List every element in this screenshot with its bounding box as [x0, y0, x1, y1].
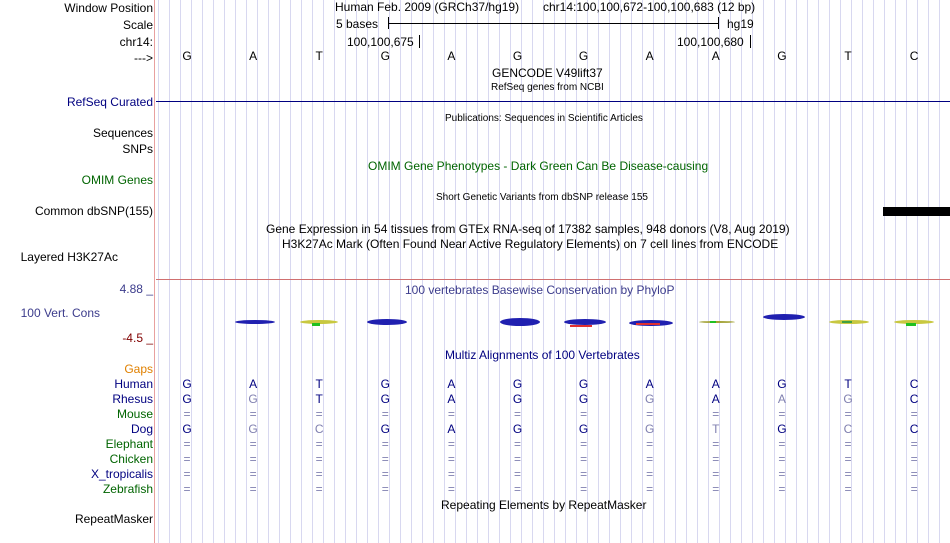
alignment-base: =: [844, 452, 852, 466]
alignment-base: =: [513, 467, 521, 481]
logo-glyph-11: [829, 320, 869, 324]
repeatmasker-desc: Repeating Elements by RepeatMasker: [441, 498, 647, 512]
assembly-title: Human Feb. 2009 (GRCh37/hg19): [335, 0, 520, 14]
refseq-curated-label[interactable]: RefSeq Curated: [66, 95, 153, 109]
reference-base: A: [249, 49, 258, 63]
alignment-base: =: [778, 437, 786, 451]
alignment-base: =: [646, 452, 654, 466]
alignment-base: =: [778, 467, 786, 481]
repeatmasker-label[interactable]: RepeatMasker: [74, 512, 153, 526]
reference-base: T: [844, 49, 852, 63]
alignment-base: =: [580, 407, 588, 421]
sequences-label[interactable]: Sequences: [92, 126, 153, 140]
scale-bar: [388, 23, 718, 24]
alignment-base: =: [646, 407, 654, 421]
species-label-chicken[interactable]: Chicken: [109, 452, 153, 466]
reference-base: G: [380, 49, 390, 63]
logo-glyph-8: [629, 320, 673, 326]
alignment-base: =: [910, 437, 918, 451]
species-label-x_tropicalis[interactable]: X_tropicalis: [90, 467, 153, 481]
alignment-base: G: [380, 422, 390, 436]
alignment-base: =: [381, 437, 389, 451]
multiz-desc: Multiz Alignments of 100 Vertebrates: [445, 348, 640, 362]
alignment-base: A: [777, 392, 786, 406]
logo-glyph-9: [699, 321, 735, 323]
alignment-base: =: [778, 407, 786, 421]
alignment-base: =: [381, 407, 389, 421]
logo-glyph-10: [763, 314, 805, 320]
phylop-logo: [156, 310, 950, 332]
alignment-base: =: [910, 482, 918, 496]
alignment-base: =: [712, 437, 720, 451]
alignment-base: =: [183, 482, 191, 496]
cons-top-separator: [156, 279, 950, 280]
omim-genes-label[interactable]: OMIM Genes: [81, 173, 153, 187]
reference-base: A: [447, 49, 456, 63]
refseq-desc: RefSeq genes from NCBI: [491, 82, 604, 93]
reference-base: G: [512, 49, 523, 63]
alignment-base: G: [182, 377, 192, 391]
species-label-zebrafish[interactable]: Zebrafish: [102, 482, 153, 496]
reference-base: A: [711, 49, 720, 63]
alignment-base: =: [580, 467, 588, 481]
alignment-base: =: [513, 437, 521, 451]
window-position-label: Window Position: [64, 1, 153, 15]
coord-right: 100,100,680: [677, 35, 744, 49]
alignment-base: =: [844, 467, 852, 481]
alignment-base: G: [578, 392, 589, 406]
alignment-base: =: [447, 467, 455, 481]
reference-base: T: [315, 49, 323, 63]
gaps-label[interactable]: Gaps: [124, 362, 153, 376]
logo-glyph-2: [235, 320, 275, 324]
alignment-base: G: [248, 422, 258, 436]
alignment-base: =: [315, 467, 323, 481]
publications-desc: Publications: Sequences in Scientific Articles: [445, 113, 643, 124]
logo-glyph-7: [564, 319, 606, 327]
alignment-base: =: [381, 482, 389, 496]
logo-glyph-12: [894, 320, 934, 326]
alignment-base: =: [249, 452, 257, 466]
layered-h3k27ac-label[interactable]: Layered H3K27Ac: [20, 250, 118, 264]
refseq-gene-line[interactable]: [156, 101, 950, 102]
chrom-label: chr14:: [119, 35, 153, 49]
alignment-base: T: [315, 377, 323, 391]
alignment-base: A: [249, 377, 258, 391]
alignment-base: G: [248, 392, 258, 406]
alignment-base: =: [712, 407, 720, 421]
phylop-desc: 100 vertebrates Basewise Conservation by PhyloP: [405, 283, 675, 297]
alignment-base: =: [844, 407, 852, 421]
reference-base: G: [777, 49, 787, 63]
alignment-base: C: [909, 377, 919, 391]
alignment-base: =: [315, 452, 323, 466]
alignment-base: =: [183, 407, 191, 421]
alignment-base: A: [645, 377, 654, 391]
alignment-base: =: [249, 407, 257, 421]
alignment-base: G: [578, 422, 589, 436]
vert-cons-label[interactable]: 100 Vert. Cons: [20, 306, 100, 320]
alignment-base: =: [183, 452, 191, 466]
alignment-base: =: [513, 482, 521, 496]
gtex-desc: Gene Expression in 54 tissues from GTEx RNA-seq of 17382 samples, 948 donors (V8, Aug 2019): [266, 222, 790, 236]
alignment-base: =: [249, 437, 257, 451]
alignment-base: =: [646, 437, 654, 451]
species-label-dog[interactable]: Dog: [130, 422, 153, 436]
logo-glyph-3: [300, 320, 338, 326]
alignment-base: =: [513, 452, 521, 466]
alignment-base: =: [844, 482, 852, 496]
alignment-base: C: [314, 422, 324, 436]
scale-text: 5 bases: [336, 17, 379, 31]
alignment-base: G: [512, 422, 523, 436]
alignment-base: G: [512, 392, 523, 406]
alignment-base: G: [777, 377, 787, 391]
alignment-base: =: [315, 437, 323, 451]
alignment-base: C: [909, 422, 919, 436]
alignment-base: G: [380, 392, 390, 406]
alignment-base: A: [447, 377, 456, 391]
reference-base: C: [909, 49, 919, 63]
alignment-base: G: [645, 392, 655, 406]
alignment-base: =: [183, 437, 191, 451]
species-label-mouse[interactable]: Mouse: [116, 407, 153, 421]
species-label-rhesus[interactable]: Rhesus: [112, 392, 153, 406]
reference-base: G: [182, 49, 192, 63]
alignment-base: =: [183, 467, 191, 481]
alignment-base: =: [580, 452, 588, 466]
species-label-elephant[interactable]: Elephant: [105, 437, 153, 451]
alignment-base: C: [843, 422, 853, 436]
alignment-base: T: [712, 422, 720, 436]
alignment-base: C: [909, 392, 919, 406]
alignment-base: =: [646, 482, 654, 496]
alignment-base: A: [447, 422, 456, 436]
logo-glyph-4: [367, 319, 407, 325]
scale-bar-right-tick: [718, 17, 719, 29]
alignment-base: T: [315, 392, 323, 406]
cons-max-label: 4.88 _: [119, 282, 153, 296]
logo-glyph-6: [500, 318, 540, 326]
alignment-base: =: [447, 452, 455, 466]
coord-right-tick: [750, 35, 751, 48]
scale-label: Scale: [122, 18, 153, 32]
position-title: chr14:100,100,672-100,100,683 (12 bp): [543, 0, 756, 14]
snps-label[interactable]: SNPs: [122, 142, 153, 156]
alignment-base: =: [844, 437, 852, 451]
alignment-base: =: [580, 437, 588, 451]
gencode-title: GENCODE V49lift37: [492, 66, 603, 80]
alignment-base: =: [646, 467, 654, 481]
alignment-base: =: [447, 407, 455, 421]
reference-base: G: [578, 49, 589, 63]
strand-arrow-label[interactable]: --->: [134, 51, 153, 65]
h3k27ac-desc: H3K27Ac Mark (Often Found Near Active Regulatory Elements) on 7 cell lines from ENCODE: [282, 237, 779, 251]
coord-left: 100,100,675: [347, 35, 414, 49]
db-name: hg19: [727, 17, 754, 31]
alignment-base: G: [578, 377, 589, 391]
alignment-base: =: [249, 482, 257, 496]
alignment-base: G: [777, 422, 787, 436]
coord-left-tick: [419, 35, 420, 48]
alignment-base: =: [447, 437, 455, 451]
alignment-base: =: [580, 482, 588, 496]
label-divider: [154, 0, 155, 543]
track-labels-column: [0, 0, 155, 543]
alignment-base: =: [315, 482, 323, 496]
alignment-base: =: [712, 482, 720, 496]
alignment-base: =: [910, 452, 918, 466]
alignment-base: A: [711, 392, 720, 406]
alignment-base: G: [645, 422, 655, 436]
common-dbsnp-label[interactable]: Common dbSNP(155): [34, 204, 153, 218]
alignment-base: =: [513, 407, 521, 421]
alignment-base: =: [315, 407, 323, 421]
alignment-base: =: [712, 467, 720, 481]
alignment-base: A: [447, 392, 456, 406]
alignment-base: =: [447, 482, 455, 496]
alignment-base: T: [844, 377, 852, 391]
cons-min-label: -4.5 _: [122, 331, 153, 345]
omim-desc: OMIM Gene Phenotypes - Dark Green Can Be Disease-causing: [368, 159, 709, 173]
alignment-base: A: [711, 377, 720, 391]
alignment-base: =: [778, 482, 786, 496]
dbsnp-variant-bar[interactable]: [883, 207, 950, 216]
alignment-base: G: [843, 392, 853, 406]
alignment-base: =: [249, 467, 257, 481]
track-data-area[interactable]: [156, 0, 950, 543]
alignment-base: G: [380, 377, 390, 391]
alignment-base: G: [512, 377, 523, 391]
species-label-human[interactable]: Human: [114, 377, 153, 391]
reference-base: A: [645, 49, 654, 63]
alignment-base: =: [381, 452, 389, 466]
alignment-base: =: [910, 407, 918, 421]
alignment-base: =: [381, 467, 389, 481]
alignment-base: G: [182, 392, 192, 406]
dbsnp-desc: Short Genetic Variants from dbSNP release 155: [436, 192, 648, 203]
alignment-base: G: [182, 422, 192, 436]
alignment-base: =: [778, 452, 786, 466]
alignment-base: =: [712, 452, 720, 466]
alignment-base: =: [910, 467, 918, 481]
